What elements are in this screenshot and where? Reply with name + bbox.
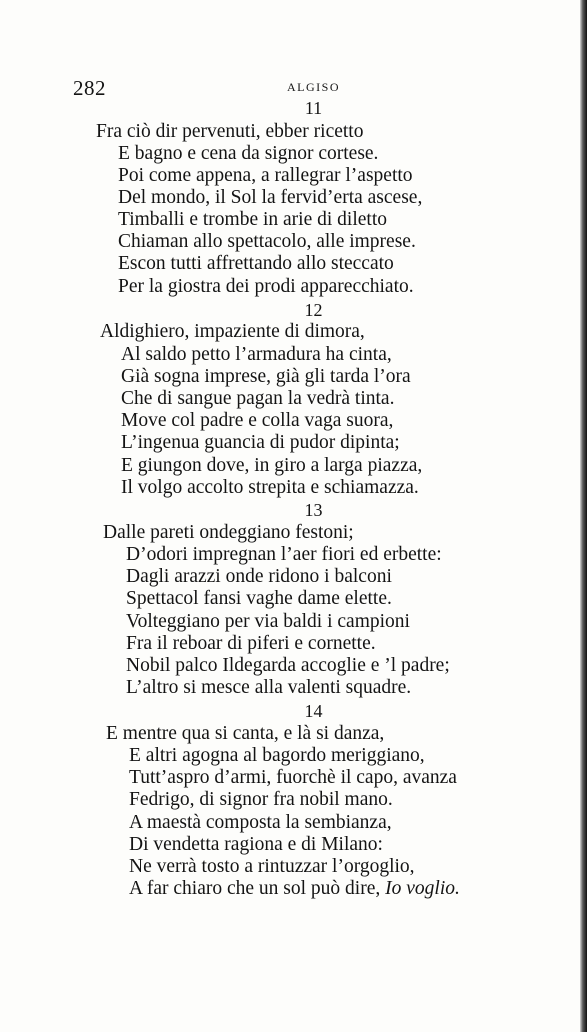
verse-line: Fra ciò dir pervenuti, ebber ricetto <box>96 121 364 142</box>
verse-line: Dagli arazzi onde ridono i balconi <box>126 566 392 587</box>
verse-line: L’ingenua guancia di pudor dipinta; <box>121 432 400 453</box>
verse-line: Il volgo accolto strepita e schiamazza. <box>121 477 419 498</box>
verse-line: Volteggiano per via baldi i campioni <box>126 611 410 632</box>
verse-line: E mentre qua si canta, e là si danza, <box>106 723 385 744</box>
verse-line: Del mondo, il Sol la fervid’erta ascese, <box>118 187 423 208</box>
verse-line: Tutt’aspro d’armi, fuorchè il capo, avanza <box>129 767 457 788</box>
verse-text: A far chiaro che un sol può dire, <box>129 878 381 899</box>
verse-line: Aldighiero, impaziente di dimora, <box>100 321 365 342</box>
verse-line: Ne verrà tosto a rintuzzar l’orgoglio, <box>129 856 415 877</box>
verse-line <box>129 878 460 900</box>
verse-line: Poi come appena, a rallegrar l’aspetto <box>118 165 413 186</box>
verse-line: E bagno e cena da signor cortese. <box>118 143 379 164</box>
verse-line: Già sogna imprese, già gli tarda l’ora <box>121 366 411 387</box>
stanza-number: 11 <box>304 98 323 118</box>
verse-line: E giungon dove, in giro a larga piazza, <box>121 455 423 476</box>
verse-line: Per la giostra dei prodi apparecchiato. <box>118 276 414 297</box>
running-head: ALGISO <box>287 80 340 94</box>
verse-line: Move col padre e colla vaga suora, <box>121 410 394 431</box>
verse-line: Escon tutti affrettando allo steccato <box>118 253 394 274</box>
stanza-number: 13 <box>304 500 323 520</box>
verse-line: Che di sangue pagan la vedrà tinta. <box>121 388 395 409</box>
stanza-number: 14 <box>304 701 323 721</box>
verse-line: E altri agogna al bagordo meriggiano, <box>129 745 425 766</box>
verse-line: D’odori impregnan l’aer fiori ed erbette: <box>126 544 442 565</box>
page-number: 282 <box>73 76 106 100</box>
verse-line: Al saldo petto l’armadura ha cinta, <box>121 344 392 365</box>
verse-line: Fedrigo, di signor fra nobil mano. <box>129 789 393 810</box>
verse-italic: Io voglio. <box>385 878 460 899</box>
verse-line: Di vendetta ragiona e di Milano: <box>129 834 383 855</box>
verse-line: Chiaman allo spettacolo, alle imprese. <box>118 231 416 252</box>
verse-line: Dalle pareti ondeggiano festoni; <box>103 522 354 543</box>
verse-line: Nobil palco Ildegarda accoglie e ’l padre; <box>126 655 450 676</box>
page-edge-shadow <box>580 0 587 1032</box>
verse-line: Fra il reboar di piferi e cornette. <box>126 633 376 654</box>
stanza-number: 12 <box>304 300 323 320</box>
verse-line: A maestà composta la sembianza, <box>129 812 392 833</box>
verse-line: L’altro si mesce alla valenti squadre. <box>126 677 412 698</box>
verse-line: Timballi e trombe in arie di diletto <box>118 209 387 230</box>
verse-line: Spettacol fansi vaghe dame elette. <box>126 588 392 609</box>
